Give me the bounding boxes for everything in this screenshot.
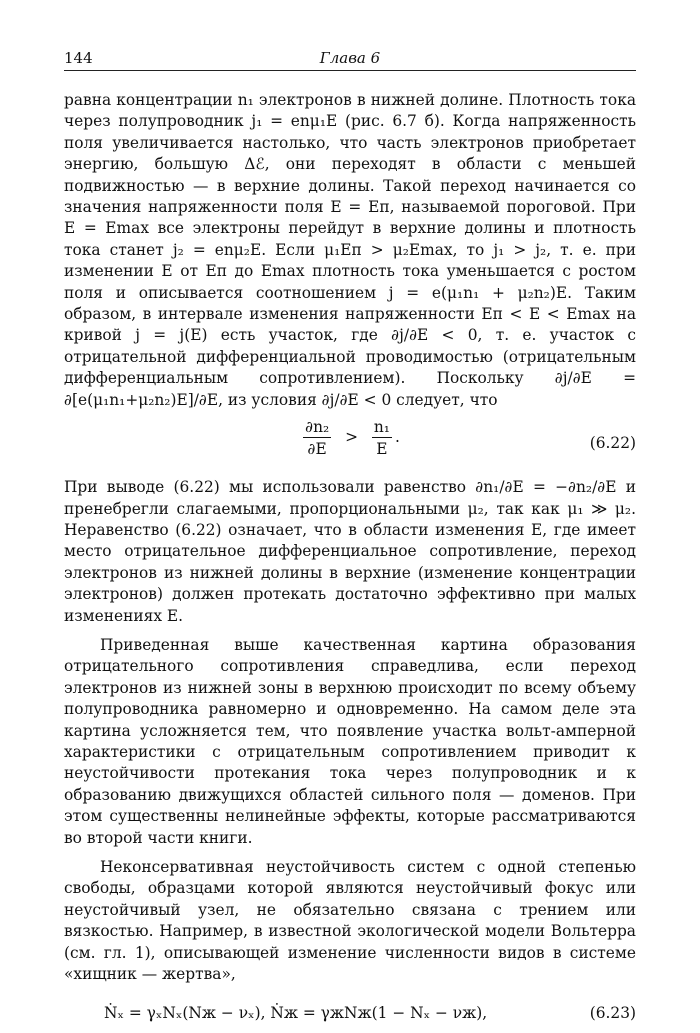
paragraph-1: равна концентрации n₁ электронов в нижней долине. Плотность тока через полупроводник j₁ = enμ₁E (рис. 6.7 б). Когда напряженность поля увеличивается настолько, что часть электронов приобретает энергию, большую Δℰ, они переходят в области с меньшей подвижностью — в верхние долины. Такой переход начинается со значения напряженности поля E = Eп, называемой пороговой. При E = Emax все электроны перейдут в верхние долины и плотность тока станет j₂ = enμ₂E. Если μ₁Eп > μ₂Emax, то j₁ > j₂, т. е. при изменении E от Eп до Emax плотность тока уменьшается с ростом поля и описывается соотношением j = e(μ₁n₁ + μ₂n₂)E. Таким образом, в интервале изменения напряженности Eп < E < Emax на кривой j = j(E) есть участок, где ∂j/∂E < 0, т. е. участок с отрицательной дифференциальной проводимостью (отрицательным дифференциальным сопротивлением). Поскольку ∂j/∂E = ∂[e(μ₁n₁+μ₂n₂)E]/∂E, из условия ∂j/∂E < 0 следует, что [64, 91, 636, 409]
fraction-rhs [372, 417, 392, 459]
paragraph-3: Приведенная выше качественная картина образования отрицательного сопротивления справедлива, если переход электронов из нижней зоны в верхнюю происходит по всему объему полупроводника равномерно и одновременно. На самом деле эта картина усложняется тем, что появление участка вольт-амперной характеристики с отрицательным сопротивлением приводит к неустойчивости протекания тока через полупроводник и к образованию движущихся областей сильного поля — доменов. При этом существенны нелинейные эффекты, которые рассматриваются во второй части книги. [64, 635, 636, 847]
fraction-lhs-numerator: ∂n₂ [305, 418, 330, 437]
equation-number-6-23: (6.23) [589, 1004, 636, 1023]
fraction-lhs-denominator: ∂E [307, 440, 327, 459]
paragraph-4: Неконсервативная неустойчивость систем с одной степенью свободы, образцами которой являются неустойчивый фокус или неустойчивый узел, не обязательно связана с трением или вязкостью. Например, в известной экологической модели Вольтерра (см. гл. 1), описывающей изменение численности видов в системе «хищник — жертва», [64, 858, 636, 984]
equation-end-period: . [394, 428, 400, 447]
page-number: 144 [64, 49, 93, 67]
fraction-lhs [303, 417, 331, 459]
equation-6-23-formula: Ṅₓ = γₓNₓ(Nж − νₓ), Ṅж = γжNж(1 − Nₓ − νж), [104, 1004, 488, 1023]
relation-sign: > [345, 428, 358, 447]
fraction-rhs-numerator: n₁ [373, 418, 390, 437]
page-header [64, 48, 636, 71]
fraction-rhs-denominator: E [376, 440, 388, 459]
equation-6-22-formula [64, 417, 636, 459]
equation-number-6-22: (6.22) [589, 434, 636, 453]
chapter-title: Глава 6 [319, 49, 381, 67]
page-body [64, 90, 636, 1033]
equation-6-23 [64, 997, 636, 1033]
equation-6-22 [64, 417, 636, 473]
paragraph-2: При выводе (6.22) мы использовали равенство ∂n₁/∂E = −∂n₂/∂E и пренебрегли слагаемыми, пропорциональными μ₂, так как μ₁ ≫ μ₂. Неравенство (6.22) означает, что в области изменения E, где имеет место отрицательное дифференциальное сопротивление, переход электронов из нижней долины в верхние (изменение концентрации электронов) должен протекать достаточно эффективно при малых изменениях E. [64, 478, 636, 625]
